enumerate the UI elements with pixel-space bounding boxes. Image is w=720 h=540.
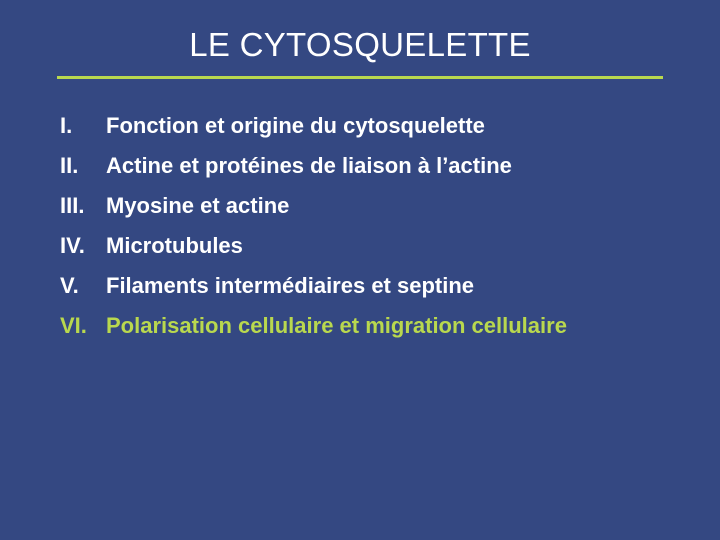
outline-item-1 [60, 106, 567, 146]
outline-item-3 [60, 186, 567, 226]
outline-item-label: Fonction et origine du cytosquelette [106, 113, 485, 138]
outline-item-number: IV. [60, 233, 85, 258]
slide-title: LE CYTOSQUELETTE [189, 26, 531, 63]
outline-item-5 [60, 266, 567, 306]
outline-list [60, 106, 567, 346]
outline-item-number: I. [60, 113, 73, 138]
outline-item-label: Actine et protéines de liaison à l’actine [106, 153, 512, 178]
outline-item-2 [60, 146, 567, 186]
outline-item-number: II. [60, 153, 79, 178]
outline-item-label: Polarisation cellulaire et migration cellulaire [106, 313, 567, 338]
outline-item-4 [60, 226, 567, 266]
outline-item-number: VI. [60, 313, 87, 338]
outline-item-label: Microtubules [106, 233, 243, 258]
outline-item-number: V. [60, 273, 79, 298]
outline-item-label: Filaments intermédiaires et septine [106, 273, 475, 298]
outline-item-6 [60, 306, 567, 346]
outline-item-number: III. [60, 193, 85, 218]
outline-item-label: Myosine et actine [106, 193, 290, 218]
title-underline [57, 76, 663, 79]
